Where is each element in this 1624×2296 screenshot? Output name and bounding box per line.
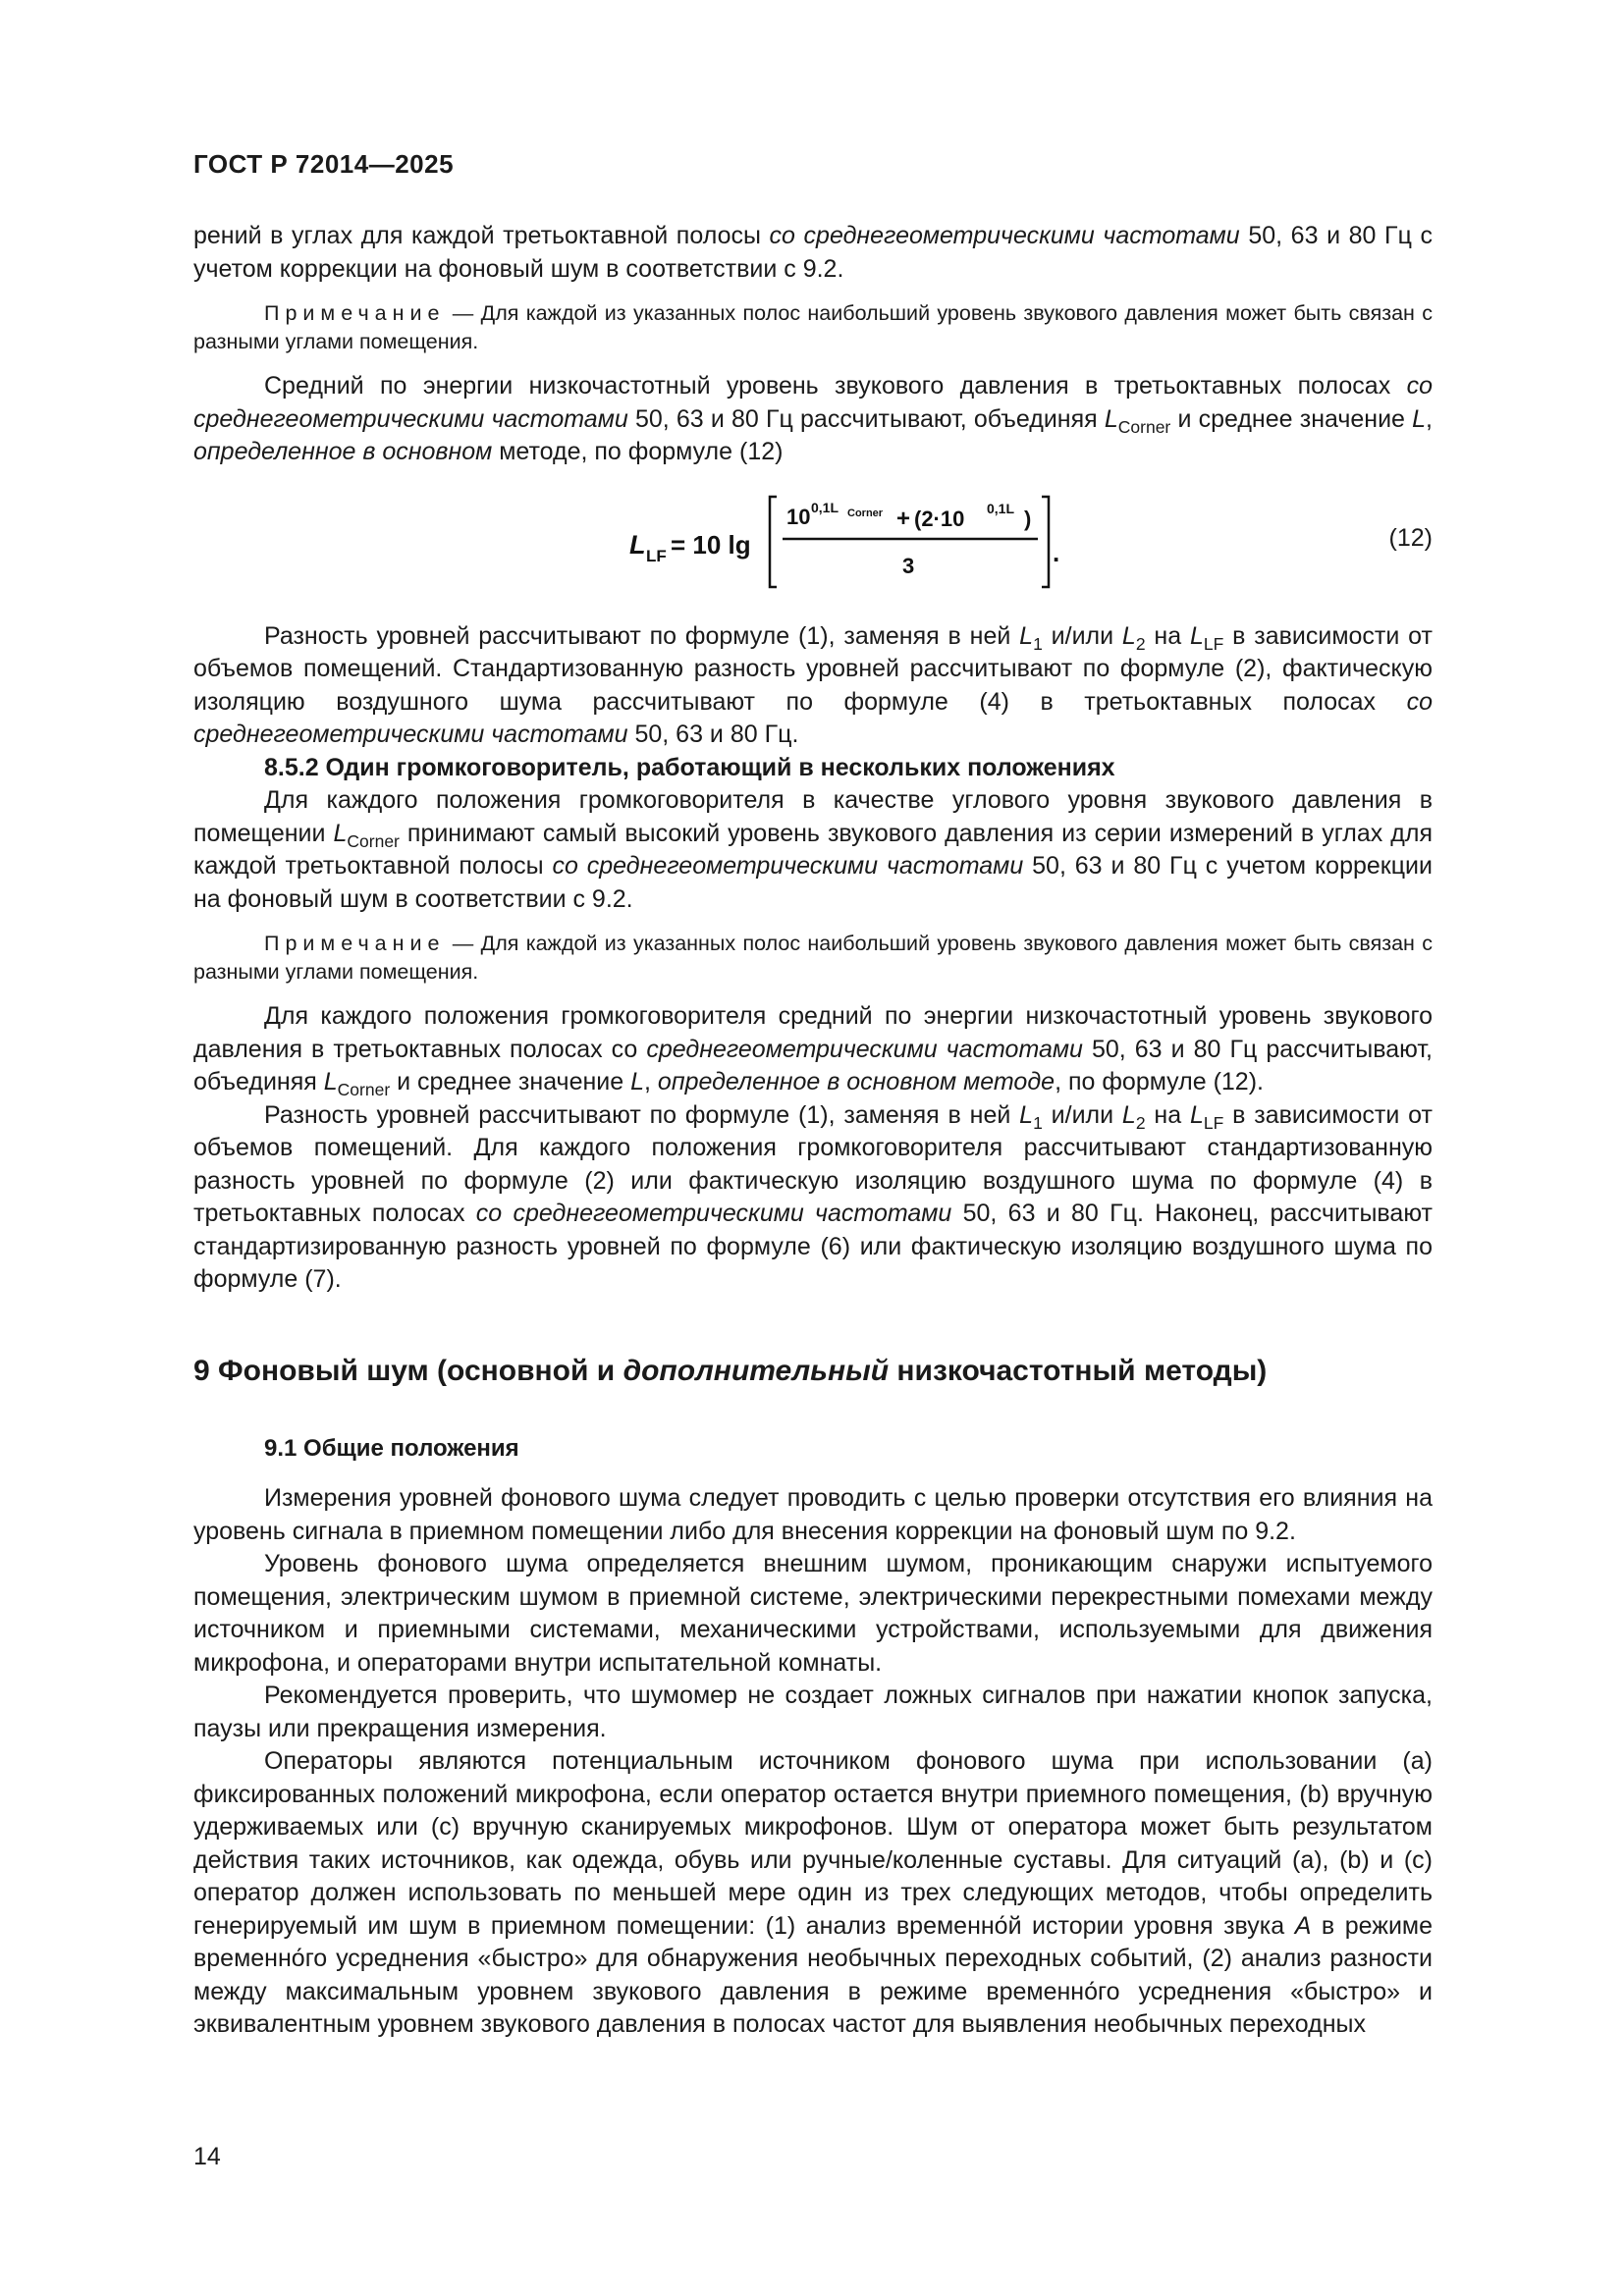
left-bracket bbox=[770, 497, 777, 587]
subsection-heading: 8.5.2 Один громкоговоритель, работающий в нескольких положениях bbox=[264, 753, 1115, 781]
paragraph: Операторы являются потенциальным источником фонового шума при использовании (a) фиксированных положений микрофона, если оператор остается внутри приемного помещения, (b) вручную удерживаемых или (c) вручную сканируемых микрофонов. Шум от оператора может быть результатом действия таких источников, как одежда, обувь или ручные/коленные суставы. Для ситуаций (a), (b) и (c) оператор должен использовать по меньшей мере один из трех следующих методов, чтобы определить генерируемый им шум в приемном помещении: (1) анализ временно́й истории уровня звука A в режиме временно́го усреднения «быстро» для обнаружения необычных переходных событий, (2) анализ разности между максимальным уровнем звукового давления в режиме временно́го усреднения «быстро» и эквивалентным уровнем звукового давления в полосах частот для выявления необычных переходных bbox=[193, 1747, 1433, 2038]
denominator: 3 bbox=[902, 553, 915, 578]
subsection-heading: 9.1 Общие положения bbox=[264, 1434, 519, 1462]
num-base: 10 bbox=[786, 504, 811, 529]
formula-eq: = 10 lg bbox=[671, 529, 751, 560]
term2-exp: 0,1L bbox=[987, 500, 1015, 516]
paragraph: Разность уровней рассчитывают по формуле (1), заменяя в ней $L_1$ и/или $L_2$ на $L_{LF}$ в зависимости от объемов помещений. Стандартизованную разность уровней рассчитывают по формуле (2), фактическую изоляцию воздушного шума рассчитывают по формуле (4) в третьоктавных полосах со среднегеометрическими частотами 50, 63 и 80 Гц. bbox=[193, 621, 1433, 748]
paragraph: Измерения уровней фонового шума следует проводить с целью проверки отсутствия его влияния на уровень сигнала в приемном помещении либо для внесения коррекции на фоновый шум по 9.2. bbox=[193, 1484, 1433, 1545]
paragraph: Рекомендуется проверить, что шумомер не создает ложных сигналов при нажатии кнопок запуска, паузы или прекращения измерения. bbox=[193, 1682, 1433, 1742]
formula-lhs-sub: LF bbox=[646, 546, 667, 565]
paragraph: Для каждого положения громкоговорителя средний по энергии низкочастотный уровень звукового давления в третьоктавных полосах со среднегеометрическими частотами 50, 63 и 80 Гц рассчитывают, объединяя $L_{Corner}$ и среднее значение L, определенное в основном методе, по формуле (12). bbox=[193, 1002, 1433, 1099]
formula-graphic bbox=[629, 483, 1101, 601]
paragraph: Для каждого положения громкоговорителя в качестве углового уровня звукового давления в помещении $L_{Corner}$ принимают самый высокий уровень звукового давления из серии измерений в углах для каждой третьоктавной полосы со среднегеометрическими частотами 50, 63 и 80 Гц с учетом коррекции на фоновый шум в соответствии с 9.2. bbox=[193, 786, 1434, 913]
term2-close: ) bbox=[1024, 506, 1032, 531]
equation-number: (12) bbox=[1388, 523, 1433, 552]
page-body bbox=[193, 220, 1433, 2042]
num-exp: 0,1L bbox=[811, 499, 839, 515]
page-number: 14 bbox=[193, 2143, 221, 2170]
paragraph: Уровень фонового шума определяется внешним шумом, проникающим снаружи испытуемого помещения, электрическим шумом в приемной системе, электрическими перекрестными помехами между источником и приемными системами, механическими устройствами, используемыми для движения микрофона, и операторами внутри испытательной комнаты. bbox=[193, 1550, 1433, 1677]
plus-sign: + bbox=[896, 505, 911, 532]
formula-lhs: L bbox=[629, 529, 646, 560]
section-heading: 9 Фоновый шум (основной и дополнительный низкочастотный методы) bbox=[193, 1354, 1268, 1387]
paragraph: Разность уровней рассчитывают по формуле (1), заменяя в ней $L_1$ и/или $L_2$ на $L_{LF}$ в зависимости от объемов помещений. Для каждого положения громкоговорителя рассчитывают стандартизованную разность уровней по формуле (2) или фактическую изоляцию воздушного шума по формуле (4) в третьоктавных полосах со среднегеометрическими частотами 50, 63 и 80 Гц. Наконец, рассчитывают стандартизированную разность уровней по формуле (6) или фактическую изоляцию воздушного шума по формуле (7). bbox=[193, 1100, 1433, 1293]
num-exp-sub: Corner bbox=[847, 507, 884, 519]
formula-dot: . bbox=[1053, 537, 1060, 567]
note-label: Примечание bbox=[264, 932, 446, 955]
note: Примечание — Для каждой из указанных полос наибольший уровень звукового давления может быть связан с разными углами помещения. bbox=[193, 932, 1433, 984]
document-header: ГОСТ Р 72014—2025 bbox=[193, 149, 455, 179]
term2: (2·10 bbox=[914, 506, 965, 531]
paragraph: рений в углах для каждой третьоктавной полосы со среднегеометрическими частотами 50, 63 и 80 Гц с учетом коррекции на фоновый шум в соответствии с 9.2. bbox=[193, 222, 1433, 283]
right-bracket bbox=[1042, 497, 1049, 587]
note: Примечание — Для каждой из указанных полос наибольший уровень звукового давления может быть связан с разными углами помещения. bbox=[193, 301, 1433, 353]
note-label: Примечание bbox=[264, 301, 446, 325]
formula-12 bbox=[193, 483, 1433, 601]
paragraph: Средний по энергии низкочастотный уровень звукового давления в третьоктавных полосах со среднегеометрическими частотами 50, 63 и 80 Гц рассчитывают, объединяя $L_{Corner}$ и среднее значение L, определенное в основном методе, по формуле (12) bbox=[193, 372, 1433, 465]
